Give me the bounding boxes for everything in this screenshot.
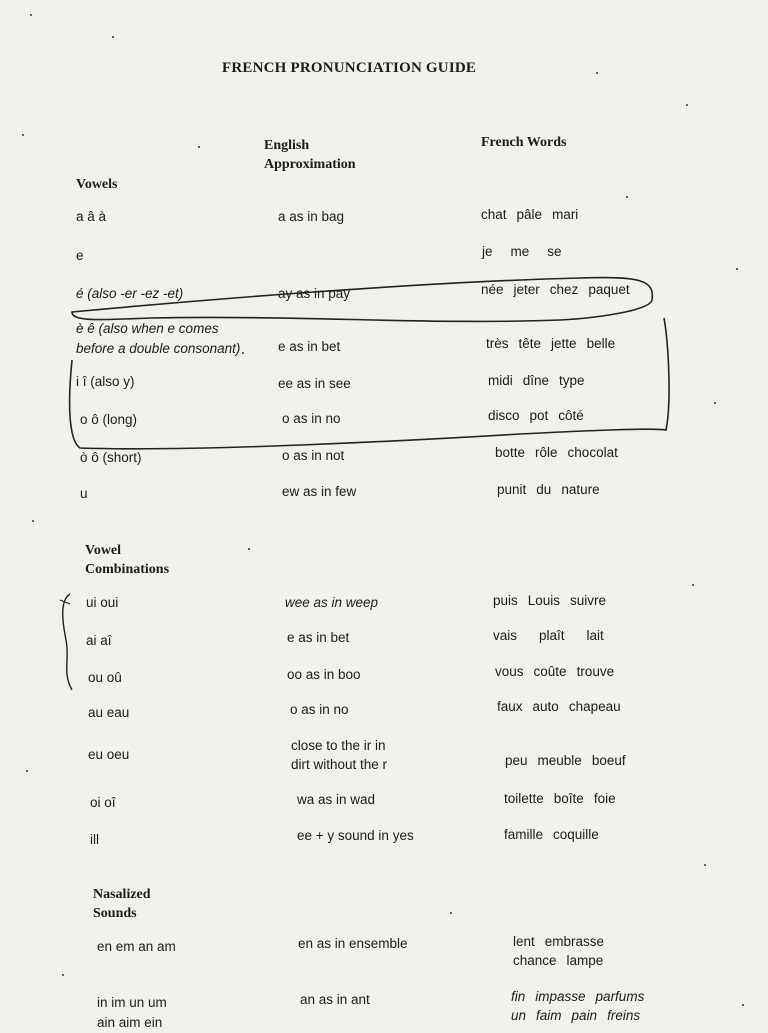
row-french-words: punit du nature [497, 482, 600, 497]
circled-region-outline [70, 318, 669, 449]
row-letters: ai aî [86, 633, 112, 648]
scan-speck [32, 520, 34, 522]
row-approx: ee + y sound in yes [297, 828, 414, 843]
scan-speck [742, 1004, 744, 1006]
page-title: FRENCH PRONUNCIATION GUIDE [222, 60, 477, 76]
scan-speck [626, 196, 628, 198]
row-letters: a â à [76, 209, 107, 224]
scan-speck [198, 146, 200, 148]
scan-speck [692, 584, 694, 586]
row-french-words: disco pot côté [488, 408, 584, 423]
row-french-words: vais plaît lait [493, 628, 604, 643]
row-french-words: née jeter chez paquet [481, 282, 630, 297]
row-approx: ew as in few [282, 484, 357, 499]
row-approx: e as in bet [278, 339, 341, 354]
scan-speck [704, 864, 706, 866]
row-letters: e [76, 248, 84, 263]
row-approx: wee as in weep [285, 595, 379, 610]
row-approx: close to the ir in dirt without the r [291, 738, 388, 772]
row-letters: é (also -er -ez -et) [76, 286, 184, 301]
french-words-header: French Words [481, 135, 567, 150]
row-french-words: faux auto chapeau [497, 699, 621, 714]
row-approx: oo as in boo [287, 667, 361, 682]
row-french-words: très tête jette belle [486, 336, 616, 351]
row-approx: o as in no [282, 411, 341, 426]
row-french-words: botte rôle chocolat [495, 445, 618, 460]
scan-speck [714, 402, 716, 404]
scan-speck [736, 268, 738, 270]
row-french-words: midi dîne type [488, 373, 585, 388]
row-french-words: fin impasse parfums un faim pain freins [511, 989, 645, 1023]
row-french-words: puis Louis suivre [493, 593, 607, 608]
row-french-words: toilette boîte foie [504, 791, 616, 806]
row-french-words: vous coûte trouve [495, 664, 615, 679]
row-approx: e as in bet [287, 630, 350, 645]
row-approx: ay as in pay [278, 286, 351, 301]
row-letters: eu oeu [88, 747, 130, 762]
scan-speck [62, 974, 64, 976]
section-nasalized-sounds: Nasalized Sounds [93, 887, 151, 921]
row-approx: a as in bag [278, 209, 345, 224]
row-letters: oi oî [90, 795, 116, 810]
row-letters: i î (also y) [76, 374, 135, 389]
row-letters: u [80, 486, 88, 501]
row-approx: ee as in see [278, 376, 351, 391]
row-approx: an as in ant [300, 992, 370, 1007]
circled-region-outline [72, 278, 652, 322]
row-approx: en as in ensemble [298, 936, 408, 951]
row-approx: o as in not [282, 448, 345, 463]
row-french-words: famille coquille [504, 827, 599, 842]
scan-speck [248, 548, 250, 550]
row-french-words: chat pâle mari [481, 207, 579, 222]
row-letters: en em an am [97, 939, 176, 954]
row-letters: au eau [88, 705, 130, 720]
row-french-words: je me se [482, 244, 562, 259]
row-letters: ò ô (short) [80, 450, 142, 465]
scan-speck [26, 770, 28, 772]
row-letters: in im un um ain aim ein [97, 995, 167, 1030]
scan-speck [596, 72, 598, 74]
section-vowels: Vowels [76, 177, 118, 192]
row-letters: o ô (long) [80, 412, 138, 427]
row-approx: o as in no [290, 702, 349, 717]
row-letters: è ê (also when e comes before a double consonant) [76, 321, 241, 356]
scan-speck [112, 36, 114, 38]
row-french-words: peu meuble boeuf [505, 753, 626, 768]
row-approx: wa as in wad [297, 792, 376, 807]
scan-speck [686, 104, 688, 106]
scan-speck [450, 912, 452, 914]
scan-speck [22, 134, 24, 136]
row-letters: ou oû [88, 670, 122, 685]
row-letters: ui oui [86, 595, 119, 610]
bracket-mark [63, 594, 72, 690]
scan-speck [242, 352, 244, 354]
scan-speck [30, 14, 32, 16]
english-approximation-header: English Approximation [264, 138, 356, 172]
section-vowel-combinations: Vowel Combinations [85, 543, 170, 577]
row-letters: ill [90, 832, 99, 847]
row-french-words: lent embrasse chance lampe [513, 934, 605, 968]
